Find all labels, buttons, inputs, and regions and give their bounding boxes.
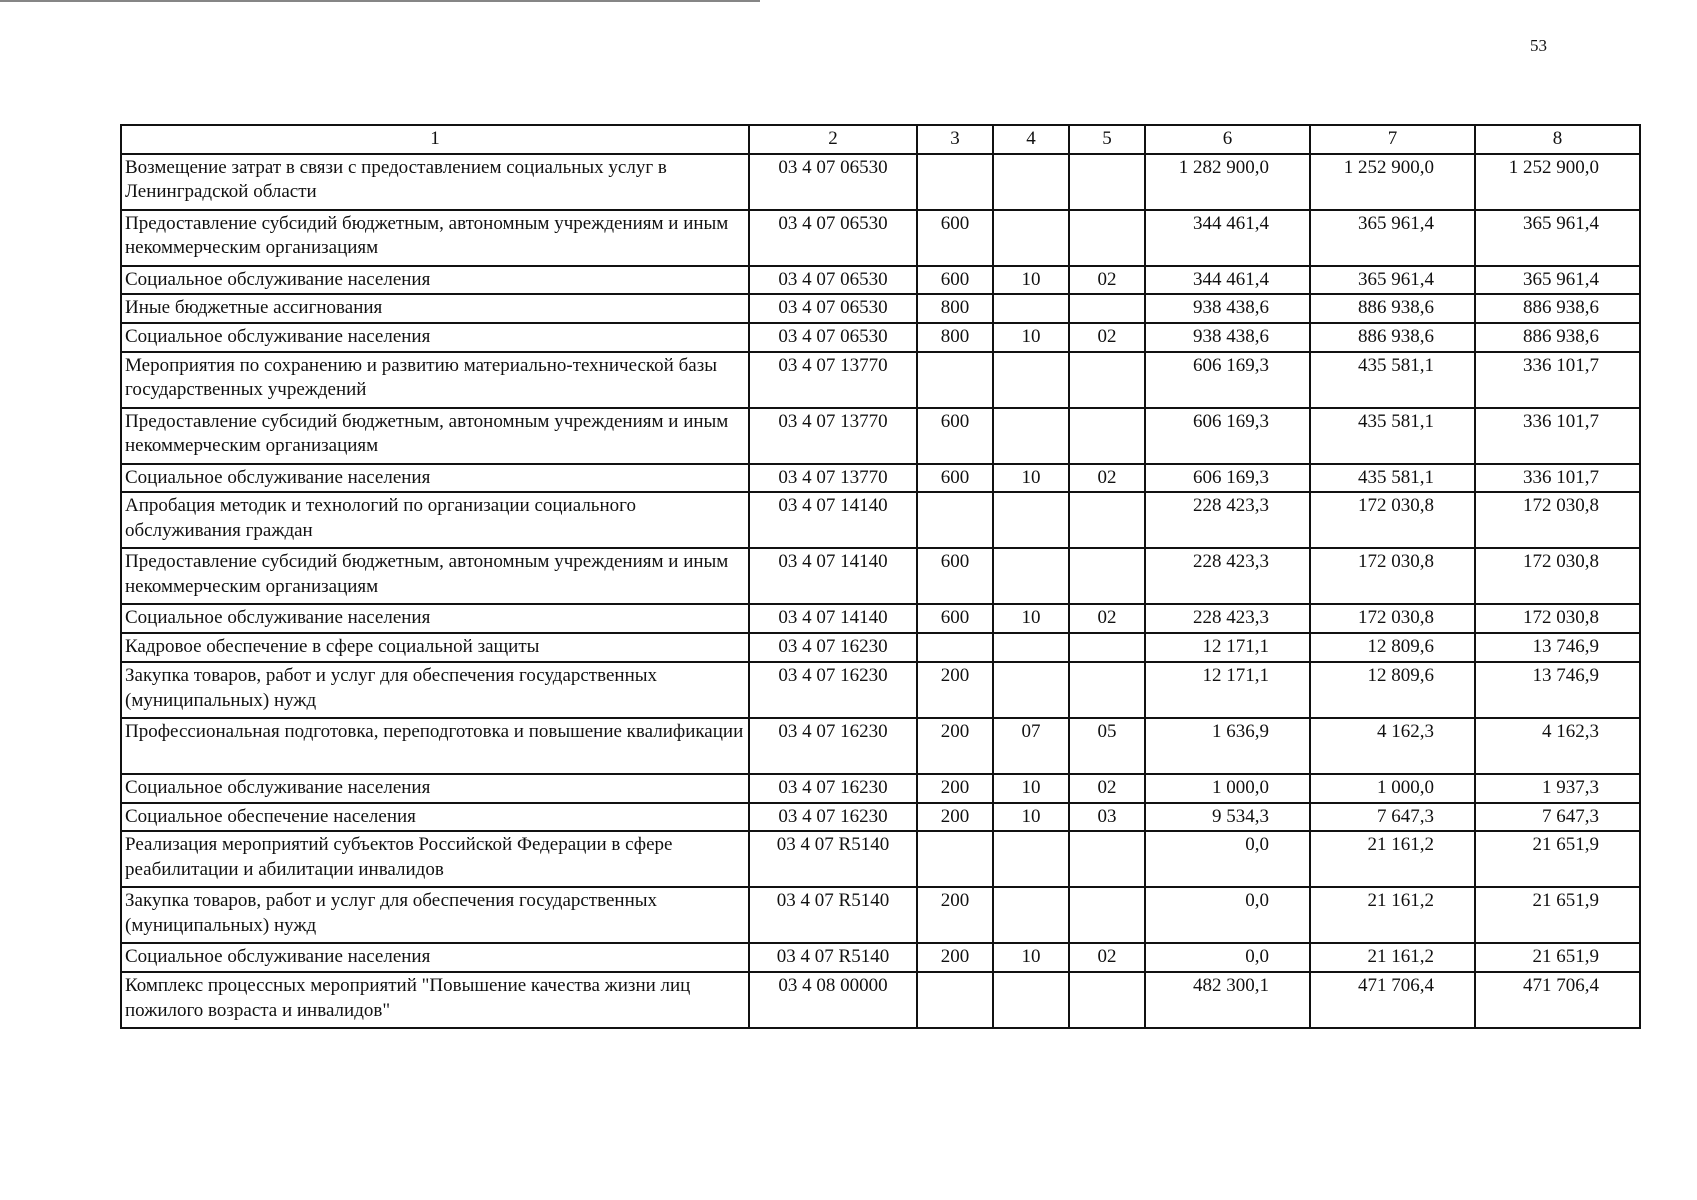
- row-code-cell: 03 4 07 06530: [749, 323, 917, 352]
- row-value7-cell: 1 000,0: [1310, 774, 1475, 803]
- row-col5-cell: 02: [1069, 774, 1145, 803]
- row-col3-cell: 200: [917, 662, 993, 718]
- table-row: [121, 972, 1640, 1028]
- row-value8-cell: 21 651,9: [1475, 831, 1640, 887]
- row-code-cell: 03 4 07 16230: [749, 633, 917, 662]
- table-row: [121, 633, 1640, 662]
- row-name-cell: Предоставление субсидий бюджетным, автономным учреждениям и иным некоммерческим организациям: [121, 408, 749, 464]
- header-cell-4: 4: [993, 125, 1069, 154]
- row-col3-cell: 600: [917, 464, 993, 493]
- row-col5-cell: [1069, 972, 1145, 1028]
- budget-table: [120, 124, 1641, 1029]
- row-col5-cell: [1069, 294, 1145, 323]
- table-row: [121, 154, 1640, 210]
- row-col4-cell: [993, 408, 1069, 464]
- row-value7-cell: 435 581,1: [1310, 352, 1475, 408]
- row-code-cell: 03 4 07 R5140: [749, 831, 917, 887]
- row-value6-cell: 228 423,3: [1145, 492, 1310, 548]
- row-col5-cell: 05: [1069, 718, 1145, 774]
- row-value8-cell: 886 938,6: [1475, 323, 1640, 352]
- row-value8-cell: 21 651,9: [1475, 943, 1640, 972]
- row-code-cell: 03 4 07 16230: [749, 662, 917, 718]
- row-name-cell: Социальное обслуживание населения: [121, 943, 749, 972]
- row-code-cell: 03 4 07 06530: [749, 154, 917, 210]
- row-value7-cell: 21 161,2: [1310, 943, 1475, 972]
- row-value7-cell: 21 161,2: [1310, 831, 1475, 887]
- row-code-cell: 03 4 07 16230: [749, 774, 917, 803]
- scan-edge-line: [0, 0, 760, 2]
- row-col5-cell: 02: [1069, 266, 1145, 295]
- row-name-cell: Закупка товаров, работ и услуг для обеспечения государственных (муниципальных) нужд: [121, 887, 749, 943]
- row-code-cell: 03 4 07 06530: [749, 266, 917, 295]
- row-col3-cell: 200: [917, 718, 993, 774]
- row-value6-cell: 9 534,3: [1145, 803, 1310, 832]
- row-value7-cell: 435 581,1: [1310, 464, 1475, 493]
- row-name-cell: Социальное обслуживание населения: [121, 464, 749, 493]
- row-value6-cell: 1 282 900,0: [1145, 154, 1310, 210]
- row-col4-cell: [993, 154, 1069, 210]
- row-col3-cell: 200: [917, 774, 993, 803]
- table-row: [121, 887, 1640, 943]
- table-row: [121, 464, 1640, 493]
- row-value7-cell: 172 030,8: [1310, 548, 1475, 604]
- row-code-cell: 03 4 07 13770: [749, 408, 917, 464]
- table-row: [121, 210, 1640, 266]
- table-row: [121, 266, 1640, 295]
- header-cell-8: 8: [1475, 125, 1640, 154]
- row-value7-cell: 172 030,8: [1310, 604, 1475, 633]
- row-value7-cell: 21 161,2: [1310, 887, 1475, 943]
- header-cell-6: 6: [1145, 125, 1310, 154]
- row-col4-cell: 07: [993, 718, 1069, 774]
- row-value8-cell: 336 101,7: [1475, 464, 1640, 493]
- row-name-cell: Мероприятия по сохранению и развитию материально-технической базы государственных учреждений: [121, 352, 749, 408]
- row-value6-cell: 0,0: [1145, 887, 1310, 943]
- row-name-cell: Апробация методик и технологий по организации социального обслуживания граждан: [121, 492, 749, 548]
- table-row: [121, 831, 1640, 887]
- row-name-cell: Иные бюджетные ассигнования: [121, 294, 749, 323]
- row-value6-cell: 606 169,3: [1145, 464, 1310, 493]
- row-value7-cell: 435 581,1: [1310, 408, 1475, 464]
- row-value8-cell: 172 030,8: [1475, 604, 1640, 633]
- row-col4-cell: [993, 662, 1069, 718]
- row-col4-cell: 10: [993, 803, 1069, 832]
- row-value6-cell: 12 171,1: [1145, 662, 1310, 718]
- row-col3-cell: 600: [917, 408, 993, 464]
- row-code-cell: 03 4 07 16230: [749, 718, 917, 774]
- row-value8-cell: 4 162,3: [1475, 718, 1640, 774]
- row-code-cell: 03 4 07 06530: [749, 294, 917, 323]
- row-value8-cell: 365 961,4: [1475, 210, 1640, 266]
- row-value6-cell: 0,0: [1145, 831, 1310, 887]
- row-code-cell: 03 4 07 R5140: [749, 887, 917, 943]
- row-col5-cell: [1069, 633, 1145, 662]
- row-value6-cell: 482 300,1: [1145, 972, 1310, 1028]
- table-row: [121, 408, 1640, 464]
- row-value7-cell: 4 162,3: [1310, 718, 1475, 774]
- row-value6-cell: 228 423,3: [1145, 604, 1310, 633]
- row-value8-cell: 1 252 900,0: [1475, 154, 1640, 210]
- row-col3-cell: 600: [917, 548, 993, 604]
- row-value7-cell: 1 252 900,0: [1310, 154, 1475, 210]
- table-row: [121, 352, 1640, 408]
- header-cell-5: 5: [1069, 125, 1145, 154]
- row-name-cell: Предоставление субсидий бюджетным, автономным учреждениям и иным некоммерческим организациям: [121, 548, 749, 604]
- row-col5-cell: [1069, 210, 1145, 266]
- table-row: [121, 718, 1640, 774]
- row-col5-cell: [1069, 352, 1145, 408]
- row-col5-cell: [1069, 408, 1145, 464]
- row-value6-cell: 606 169,3: [1145, 408, 1310, 464]
- row-col3-cell: 200: [917, 887, 993, 943]
- row-value7-cell: 12 809,6: [1310, 633, 1475, 662]
- row-name-cell: Социальное обслуживание населения: [121, 604, 749, 633]
- row-col4-cell: 10: [993, 323, 1069, 352]
- row-name-cell: Социальное обслуживание населения: [121, 323, 749, 352]
- row-value6-cell: 938 438,6: [1145, 294, 1310, 323]
- row-value6-cell: 344 461,4: [1145, 266, 1310, 295]
- row-value6-cell: 344 461,4: [1145, 210, 1310, 266]
- table-row: [121, 774, 1640, 803]
- row-col3-cell: 600: [917, 266, 993, 295]
- row-value6-cell: 0,0: [1145, 943, 1310, 972]
- row-name-cell: Социальное обслуживание населения: [121, 266, 749, 295]
- table-row: [121, 492, 1640, 548]
- row-value8-cell: 365 961,4: [1475, 266, 1640, 295]
- row-value8-cell: 7 647,3: [1475, 803, 1640, 832]
- row-code-cell: 03 4 07 13770: [749, 352, 917, 408]
- row-col4-cell: [993, 492, 1069, 548]
- row-code-cell: 03 4 07 16230: [749, 803, 917, 832]
- row-col3-cell: [917, 492, 993, 548]
- row-col4-cell: 10: [993, 774, 1069, 803]
- row-col5-cell: [1069, 154, 1145, 210]
- table-row: [121, 604, 1640, 633]
- row-col5-cell: 02: [1069, 323, 1145, 352]
- row-col5-cell: 02: [1069, 464, 1145, 493]
- row-name-cell: Социальное обслуживание населения: [121, 774, 749, 803]
- table-row: [121, 803, 1640, 832]
- row-col4-cell: [993, 294, 1069, 323]
- row-col4-cell: [993, 831, 1069, 887]
- row-value6-cell: 938 438,6: [1145, 323, 1310, 352]
- row-col3-cell: 800: [917, 294, 993, 323]
- row-value7-cell: 12 809,6: [1310, 662, 1475, 718]
- row-col3-cell: 200: [917, 943, 993, 972]
- row-col4-cell: [993, 352, 1069, 408]
- row-value8-cell: 13 746,9: [1475, 662, 1640, 718]
- row-col4-cell: 10: [993, 464, 1069, 493]
- row-value7-cell: 7 647,3: [1310, 803, 1475, 832]
- row-col5-cell: [1069, 662, 1145, 718]
- table-row: [121, 548, 1640, 604]
- row-col3-cell: [917, 352, 993, 408]
- row-code-cell: 03 4 07 06530: [749, 210, 917, 266]
- row-value8-cell: 886 938,6: [1475, 294, 1640, 323]
- row-code-cell: 03 4 07 13770: [749, 464, 917, 493]
- row-col5-cell: 02: [1069, 604, 1145, 633]
- row-col5-cell: [1069, 492, 1145, 548]
- header-cell-7: 7: [1310, 125, 1475, 154]
- row-col5-cell: [1069, 548, 1145, 604]
- table-row: [121, 294, 1640, 323]
- row-name-cell: Предоставление субсидий бюджетным, автономным учреждениям и иным некоммерческим организациям: [121, 210, 749, 266]
- header-cell-2: 2: [749, 125, 917, 154]
- header-cell-3: 3: [917, 125, 993, 154]
- row-name-cell: Закупка товаров, работ и услуг для обеспечения государственных (муниципальных) нужд: [121, 662, 749, 718]
- row-col3-cell: [917, 831, 993, 887]
- row-col5-cell: 03: [1069, 803, 1145, 832]
- row-col4-cell: [993, 972, 1069, 1028]
- table-row: [121, 943, 1640, 972]
- row-value8-cell: 21 651,9: [1475, 887, 1640, 943]
- header-cell-1: 1: [121, 125, 749, 154]
- row-col3-cell: 600: [917, 604, 993, 633]
- row-value7-cell: 471 706,4: [1310, 972, 1475, 1028]
- page-number: 53: [1530, 36, 1547, 55]
- row-value8-cell: 336 101,7: [1475, 408, 1640, 464]
- row-name-cell: Социальное обеспечение населения: [121, 803, 749, 832]
- row-value6-cell: 228 423,3: [1145, 548, 1310, 604]
- row-col4-cell: 10: [993, 943, 1069, 972]
- row-value7-cell: 365 961,4: [1310, 210, 1475, 266]
- row-name-cell: Реализация мероприятий субъектов Российской Федерации в сфере реабилитации и абилитации инвалидов: [121, 831, 749, 887]
- row-value8-cell: 172 030,8: [1475, 548, 1640, 604]
- row-value8-cell: 172 030,8: [1475, 492, 1640, 548]
- row-col4-cell: [993, 633, 1069, 662]
- row-value7-cell: 886 938,6: [1310, 323, 1475, 352]
- row-col3-cell: 800: [917, 323, 993, 352]
- row-col5-cell: [1069, 831, 1145, 887]
- table-row: [121, 323, 1640, 352]
- row-name-cell: Комплекс процессных мероприятий "Повышение качества жизни лиц пожилого возраста и инвалидов": [121, 972, 749, 1028]
- row-code-cell: 03 4 08 00000: [749, 972, 917, 1028]
- row-value8-cell: 471 706,4: [1475, 972, 1640, 1028]
- row-col4-cell: [993, 548, 1069, 604]
- row-col4-cell: [993, 887, 1069, 943]
- row-col3-cell: [917, 633, 993, 662]
- table-body: [121, 154, 1640, 1028]
- row-value8-cell: 1 937,3: [1475, 774, 1640, 803]
- row-value6-cell: 1 000,0: [1145, 774, 1310, 803]
- table-row: [121, 662, 1640, 718]
- row-code-cell: 03 4 07 14140: [749, 604, 917, 633]
- row-col4-cell: [993, 210, 1069, 266]
- row-value6-cell: 12 171,1: [1145, 633, 1310, 662]
- row-code-cell: 03 4 07 14140: [749, 492, 917, 548]
- row-col3-cell: 200: [917, 803, 993, 832]
- row-col5-cell: [1069, 887, 1145, 943]
- row-col4-cell: 10: [993, 604, 1069, 633]
- row-col3-cell: [917, 154, 993, 210]
- row-value7-cell: 365 961,4: [1310, 266, 1475, 295]
- row-value6-cell: 1 636,9: [1145, 718, 1310, 774]
- row-code-cell: 03 4 07 R5140: [749, 943, 917, 972]
- row-name-cell: Профессиональная подготовка, переподготовка и повышение квалификации: [121, 718, 749, 774]
- row-value7-cell: 886 938,6: [1310, 294, 1475, 323]
- row-col3-cell: [917, 972, 993, 1028]
- row-value7-cell: 172 030,8: [1310, 492, 1475, 548]
- row-value6-cell: 606 169,3: [1145, 352, 1310, 408]
- row-col5-cell: 02: [1069, 943, 1145, 972]
- row-code-cell: 03 4 07 14140: [749, 548, 917, 604]
- row-value8-cell: 336 101,7: [1475, 352, 1640, 408]
- row-name-cell: Кадровое обеспечение в сфере социальной защиты: [121, 633, 749, 662]
- row-value8-cell: 13 746,9: [1475, 633, 1640, 662]
- row-name-cell: Возмещение затрат в связи с предоставлением социальных услуг в Ленинградской области: [121, 154, 749, 210]
- row-col3-cell: 600: [917, 210, 993, 266]
- header-row: [121, 125, 1640, 154]
- row-col4-cell: 10: [993, 266, 1069, 295]
